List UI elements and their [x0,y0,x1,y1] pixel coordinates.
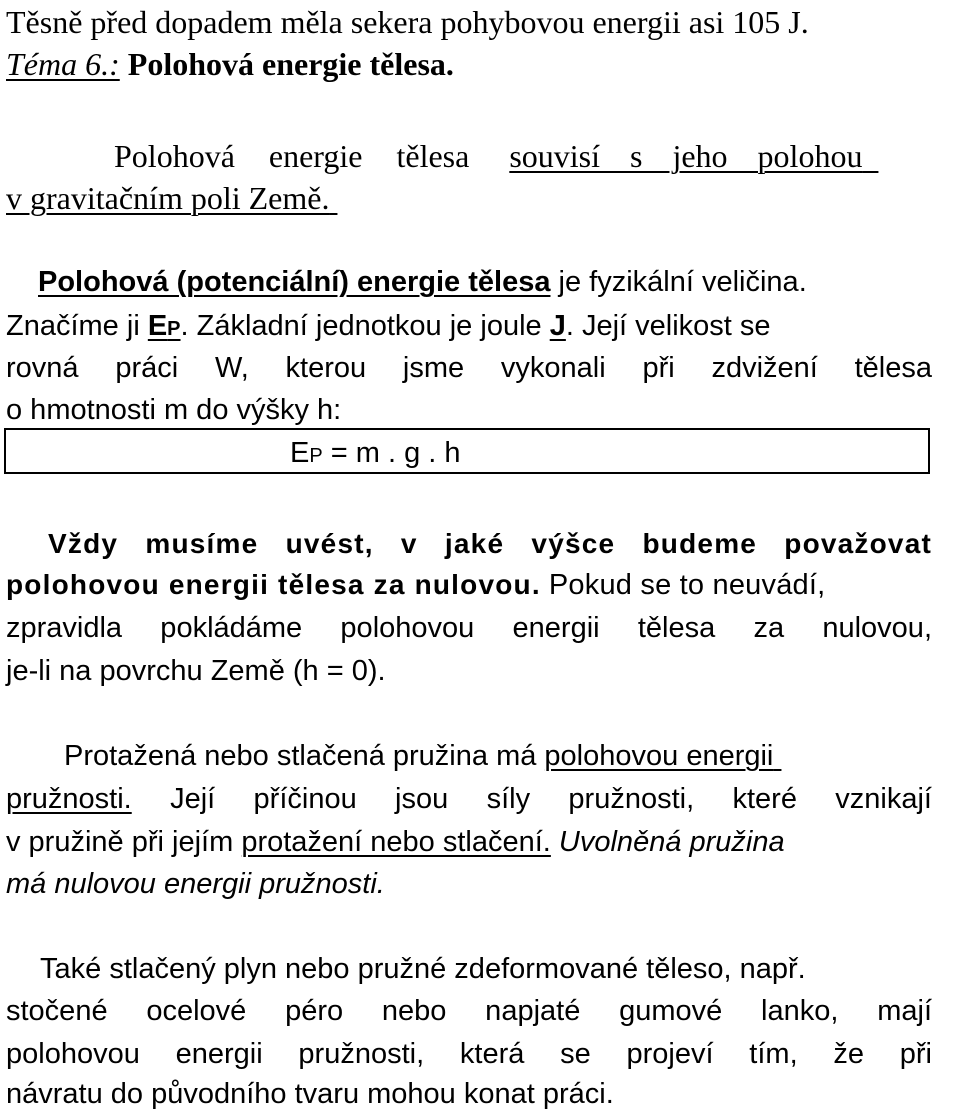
formula [290,439,461,468]
zero-level-line3-text: zpravidla pokládáme polohovou energii tělesa za nulovou, [6,612,932,644]
gas-line3-text: polohovou energii pružnosti, která se projeví tím, že při [6,1038,932,1070]
spring-rest2: Její příčinou jsou síly pružnosti, které vznikají [170,783,932,815]
spring-italic4: má nulovou energii pružnosti. [6,868,385,900]
definition-rest1: je fyzikální veličina. [558,266,807,298]
gas-line1-text: Také stlačený plyn nebo pružné zdeformované těleso, např. [40,953,806,985]
spring-italic3: Uvolněná pružina [558,826,785,858]
gas-line4-text: návratu do původního tvaru mohou konat práci. [6,1078,614,1110]
zero-level-line3 [6,614,932,643]
gas-line2-text: stočené ocelové péro nebo napjaté gumové lanko, mají [6,995,932,1027]
zero-level-line4-text: je-li na povrchu Země (h = 0). [6,655,386,687]
definition-line1 [38,268,960,297]
spring-part1: Protažená nebo stlačená pružina má [64,740,537,772]
spring-underlined3: protažení nebo stlačení. [241,826,551,858]
definition-term: Polohová (potenciální) energie tělesa [38,266,551,298]
zero-level-bold1: Vždy musíme uvést, v jaké výšce budeme považovat [48,528,932,559]
definition-line3 [6,354,932,383]
energy-symbol-sub: P [167,318,181,340]
intro-paragraph-line2 [6,182,960,214]
formula-box [4,428,930,474]
zero-level-bold2: polohovou energii tělesa za nulovou. [6,569,541,600]
definition-line4 [6,396,960,425]
topic-label: Téma 6.: [6,46,120,82]
definition-line4-text: o hmotnosti m do výšky h: [6,394,342,426]
spring-underlined2: pružnosti. [6,783,132,815]
energy-symbol: E [147,310,168,342]
formula-lhs-sub: P [309,445,323,467]
intro-sentence [6,6,960,38]
spring-underlined1: polohovou energii [544,740,774,772]
gas-line1 [40,955,960,984]
zero-level-line4 [6,657,960,686]
definition-line3-text: rovná práci W, kterou jsme vykonali při zdvižení tělesa [6,352,932,384]
intro-sentence-text: Těsně před dopadem měla sekera pohybovou energii asi 105 J. [6,4,809,40]
unit-symbol: J [549,310,566,342]
spring-line1 [64,742,960,771]
gas-line4 [6,1080,960,1109]
formula-lhs: E [290,437,310,469]
spring-line4 [6,870,960,899]
spring-part3: v pružině při jejím [6,826,234,858]
gas-line3 [6,1040,932,1069]
zero-level-line2 [6,571,960,600]
spring-line2 [6,785,932,814]
topic-heading [6,48,960,80]
intro-line2: v gravitačním poli Země. [6,180,330,216]
formula-rhs: = m . g . h [330,437,461,469]
unit-intro: . Základní jednotkou je joule [180,310,542,342]
topic-title: Polohová energie tělesa. [127,46,454,82]
symbol-intro: Značíme ji [6,310,140,342]
size-intro: . Její velikost se [565,310,771,342]
gas-line2 [6,997,932,1026]
intro-part2: souvisí s jeho polohou [509,138,863,174]
intro-paragraph-line1 [114,140,960,172]
intro-part1: Polohová energie tělesa [114,138,470,174]
zero-level-rest2: Pokud se to neuvádí, [548,569,826,601]
zero-level-line1 [48,530,932,558]
spring-line3 [6,828,960,857]
definition-line2 [6,312,960,341]
